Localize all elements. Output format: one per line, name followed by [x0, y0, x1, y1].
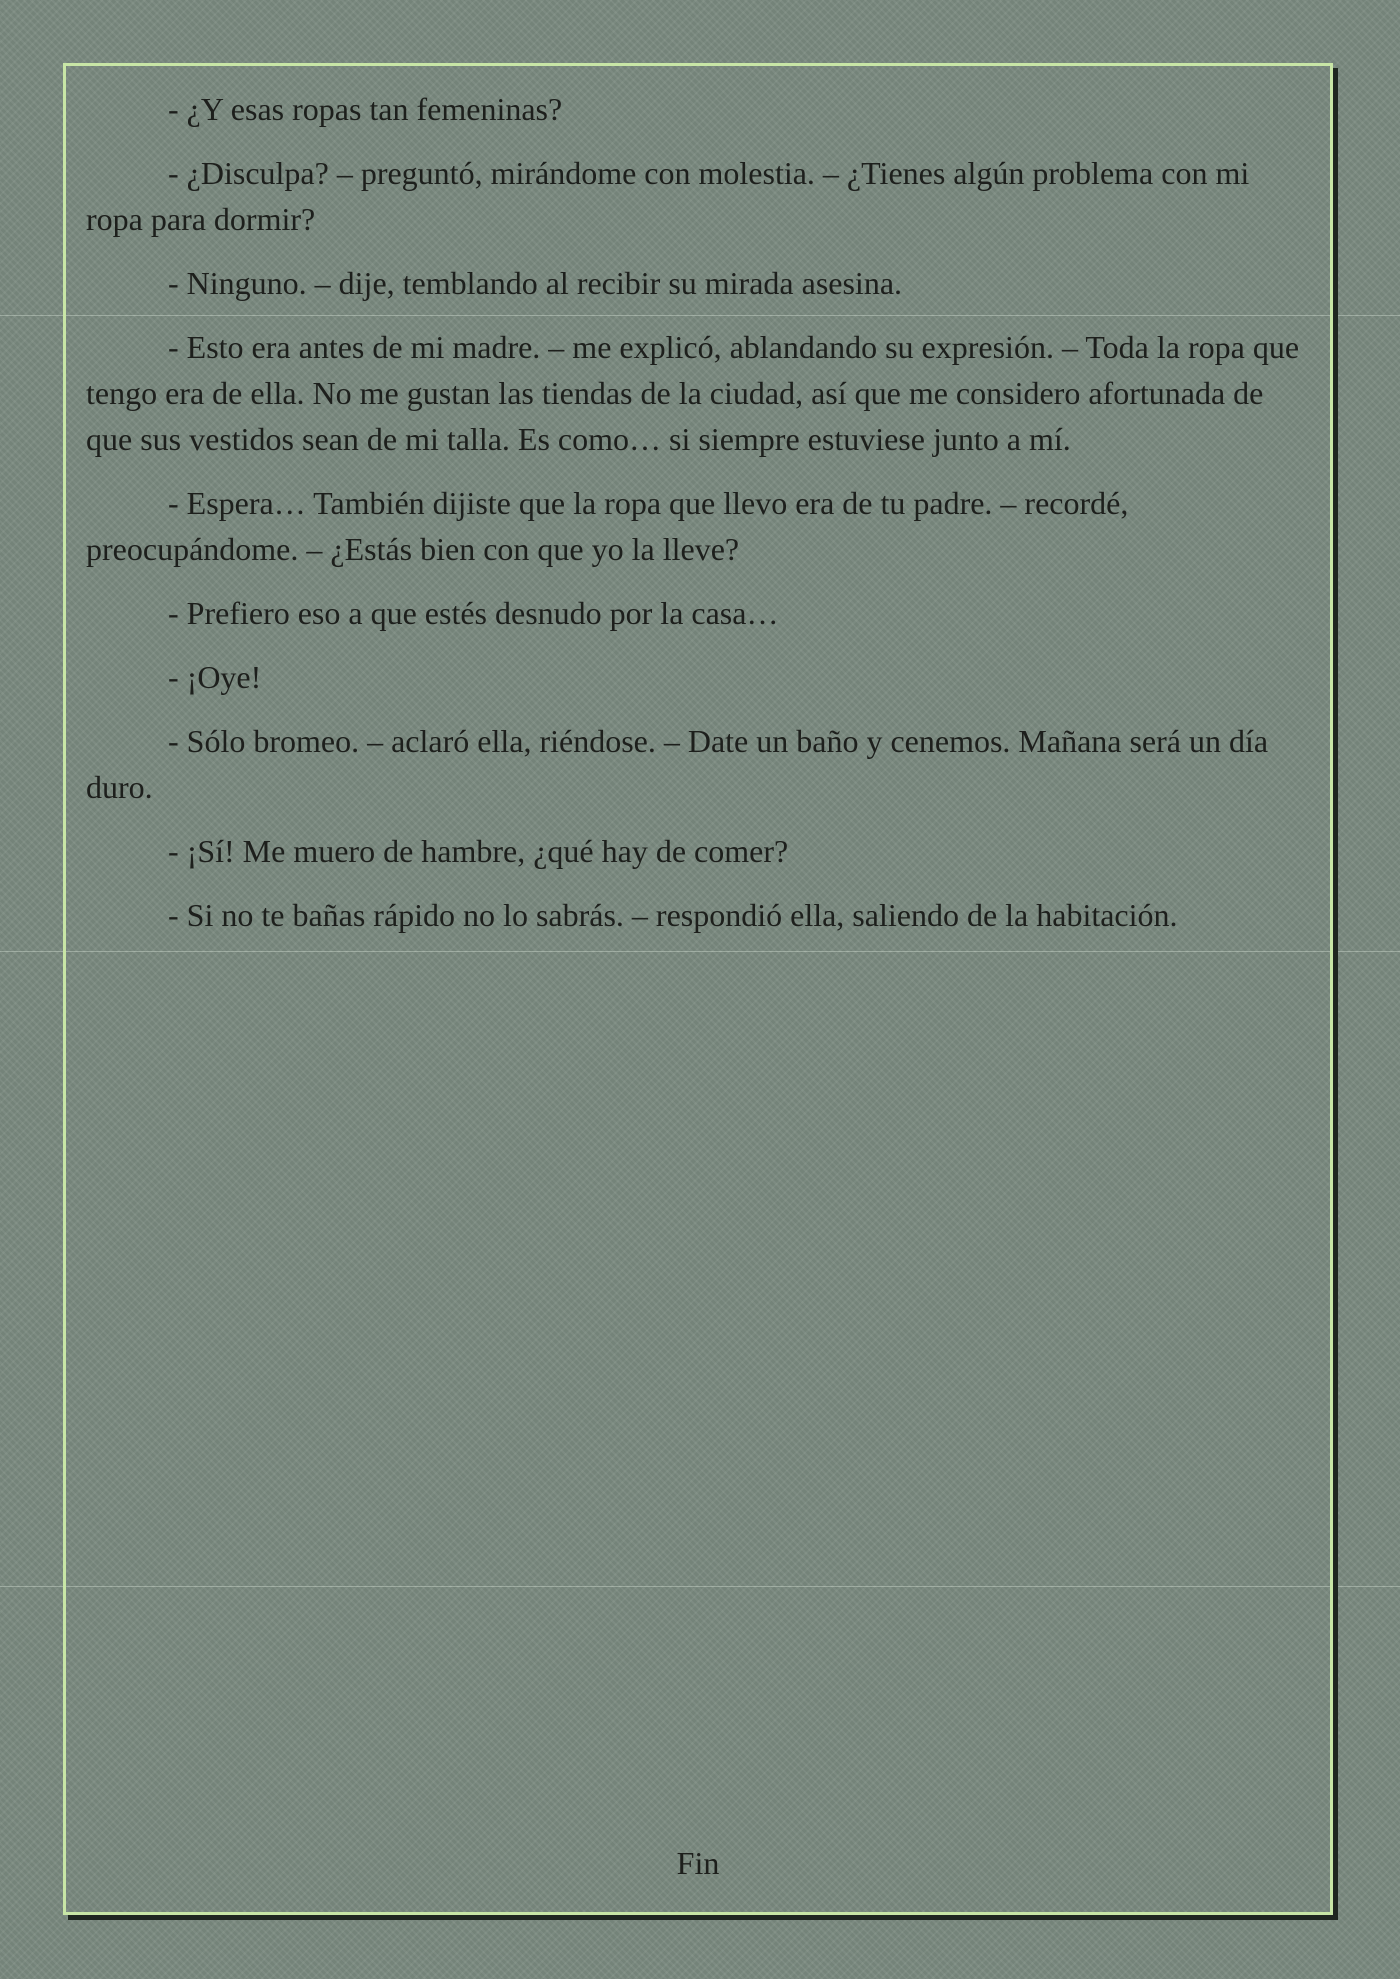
paragraph: - ¿Y esas ropas tan femeninas?	[168, 91, 563, 127]
paragraph: - Prefiero eso a que estés desnudo por la casa…	[168, 595, 779, 631]
paragraph: - Ninguno. – dije, temblando al recibir su mirada asesina.	[168, 265, 903, 301]
paragraph: - ¿Disculpa? – preguntó, mirándome con molestia. – ¿Tienes algún problema con mi ropa para dormir?	[86, 155, 1250, 237]
paragraph: - Esto era antes de mi madre. – me explicó, ablandando su expresión. – Toda la ropa que tengo era de ella. No me gustan las tiendas de la ciudad, así que me considero afortunada de que sus vestidos sean de mi talla. Es como… si siempre estuviese junto a mí.	[86, 329, 1300, 457]
paragraph: - ¡Sí! Me muero de hambre, ¿qué hay de comer?	[168, 833, 789, 869]
paragraph: - Si no te bañas rápido no lo sabrás. – respondió ella, saliendo de la habitación.	[168, 897, 1178, 933]
story-text	[86, 86, 1310, 956]
paragraph: - Espera… También dijiste que la ropa que llevo era de tu padre. – recordé, preocupándome. – ¿Estás bien con que yo la lleve?	[86, 485, 1129, 567]
paragraph: - ¡Oye!	[168, 659, 262, 695]
paragraph: - Sólo bromeo. – aclaró ella, riéndose. – Date un baño y cenemos. Mañana será un día duro.	[86, 723, 1269, 805]
page-frame	[63, 63, 1333, 1915]
ending-label: Fin	[676, 1845, 720, 1881]
